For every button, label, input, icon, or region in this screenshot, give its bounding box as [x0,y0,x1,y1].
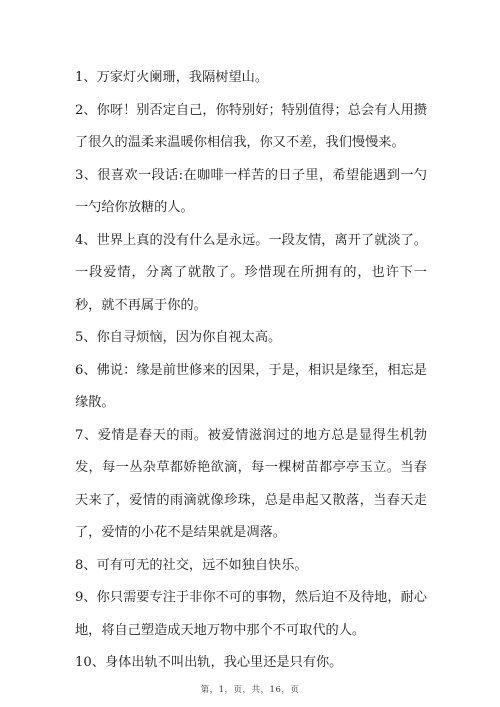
paragraph-6: 6、佛说：缘是前世修来的因果，于是，相识是缘至，相忘是缘散。 [75,362,427,410]
paragraph-8: 8、可有可无的社交，远不如独自快乐。 [75,557,308,573]
paragraph-5: 5、你自寻烦恼，因为你自视太高。 [75,330,282,345]
paragraph-10: 10、身体出轨不叫出轨，我心里还是只有你。 [75,655,343,670]
paragraph-2: 2、你呀！别否定自己，你特别好；特别值得；总会有人用攒了很久的温柔来温暖你相信我，你又不差，我们慢慢来。 [75,102,427,150]
document-body [75,62,427,680]
page-number-footer: 第，1，页，共，16，页 [200,685,300,695]
paragraph-4: 4、世界上真的没有什么是永远。一段友情，离开了就淡了。一段爱情，分离了就散了。珍惜现在所拥有的，也许下一秒，就不再属于你的。 [75,232,427,313]
paragraph-3: 3、很喜欢一段话:在咖啡一样苦的日子里，希望能遇到一勺一勺给你放糖的人。 [75,167,427,215]
paragraph-9: 9、你只需要专注于非你不可的事物，然后迫不及待地，耐心地，将自己塑造成天地万物中那个不可取代的人。 [75,590,427,638]
paragraph-7: 7、爱情是春天的雨。被爱情滋润过的地方总是显得生机勃发，每一丛杂草都娇艳欲滴，每一棵树苗都亭亭玉立。当春天来了，爱情的雨滴就像珍珠，总是串起又散落，当春天走了，爱情的小花不是结果就是凋落。 [75,427,427,540]
paragraph-1: 1、万家灯火阑珊，我隔树望山。 [75,70,269,85]
